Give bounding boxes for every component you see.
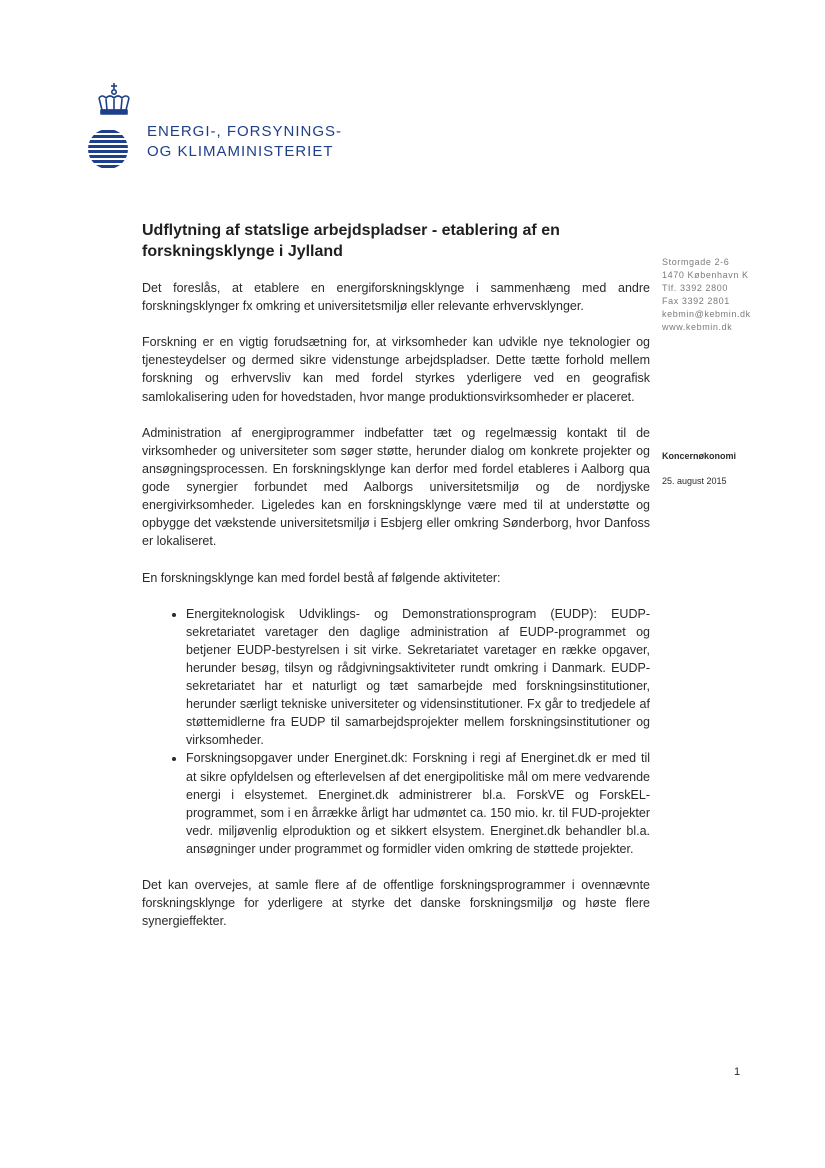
address-email: kebmin@kebmin.dk <box>662 309 751 319</box>
closing-paragraph: Det kan overvejes, at samle flere af de offentlige forskningsprogrammer i ovennævnte forskningsklynge for yderligere at styrke det danske forskningsmiljø og høste flere synergieffekter. <box>142 878 650 929</box>
address-phone: Tlf. 3392 2800 <box>662 283 728 293</box>
crown-icon <box>94 82 134 118</box>
ministry-name-line1: ENERGI-, FORSYNINGS- <box>147 123 343 140</box>
list-item: • Forskningsopgaver under Energinet.dk: Forskning i regi af Energinet.dk er med til at sikre opfyldelsen og efterlevelsen af det energipolitiske mål om mere vedvarende energi i elsystemet. Energinet.dk administrerer bl.a. ForskVE og ForskEL-programmet, som i en årrække årligt har udmøntet ca. 150 mio. kr. til FUD-projekter vedr. miljøvenlig elproduktion og et sikkert elsystem. Energinet.dk behandler bl.a. ansøgninger under programmet og formidler viden omkring de støttede projekter. <box>186 749 650 858</box>
list-item: • Energiteknologisk Udviklings- og Demonstrationsprogram (EUDP): EUDP-sekretariatet varetager den daglige administration af EUDP-programmet og betjener EUDP-bestyrelsen i sit virke. Sekretariatet varetager en række opgaver, herunder besøg, tilsyn og rådgivningsaktiviteter rundt omkring i Danmark. EUDP-sekretariatet har et naturligt og tæt samarbejde med forskningsinstitutioner, herunder særligt tekniske universiteter og vidensinstitutioner. Fx går to tredjedele af støttemidlerne fra EUDP til samarbejdsprojekter mellem forskningsinstitutioner og virksomheder. <box>186 605 650 750</box>
paragraph: Det foreslås, at etablere en energiforskningsklynge i sammenhæng med andre forskningsklynger fx omkring et universitetsmiljø eller relevante erhvervsklynger. <box>142 281 650 314</box>
address-street: Stormgade 2-6 <box>662 257 730 267</box>
activity-list <box>142 605 650 858</box>
ministry-name-line2: OG KLIMAMINISTERIET <box>147 143 334 160</box>
department-label: Koncernøkonomi <box>662 451 737 461</box>
document-title <box>142 220 642 262</box>
paragraph: Administration af energiprogrammer indbefatter tæt og regelmæssig kontakt til de virksomheder og universiteter som søger støtte, herunder dialog om konkrete projekter og ansøgningsprocessen. En forskningsklynge kan derfor med fordel etableres i Aalborg qua gode synergier forbundet med Aalborgs universitetsmiljø og de nordjyske energivirksomheder. Ligeledes kan en forskningsklynge være med til at understøtte og opbygge det vækstende universitetsmiljø i Esbjerg eller omkring Sønderborg, hvor Danfoss er lokaliseret. <box>142 425 650 549</box>
document-body <box>142 279 650 948</box>
paragraph: Forskning er en vigtig forudsætning for, at virksomheder kan udvikle nye teknologier og tjenesteydelser og dermed sikre videnstunge arbejdspladser. Dette tætte forhold mellem forskning og erhvervsliv kan med fordel styrkes yderligere ved en geografisk samlokalisering uden for hovedstaden, hvor mange produktionsvirksomheder er placeret. <box>142 335 650 404</box>
wave-emblem-icon <box>80 126 132 172</box>
page-number: 1 <box>734 1066 741 1078</box>
ministry-logo <box>80 82 360 172</box>
address-website: www.kebmin.dk <box>662 322 733 332</box>
title-line-2: forskningsklynge i Jylland <box>142 243 343 260</box>
address-fax: Fax 3392 2801 <box>662 296 730 306</box>
paragraph: En forskningsklynge kan med fordel bestå af følgende aktiviteter: <box>142 570 501 585</box>
address-city: 1470 København K <box>662 270 749 280</box>
title-line-1: Udflytning af statslige arbejdspladser - etablering af en <box>142 222 560 239</box>
document-date: 25. august 2015 <box>662 476 727 486</box>
ministry-name <box>147 122 342 162</box>
address-block <box>662 256 772 334</box>
